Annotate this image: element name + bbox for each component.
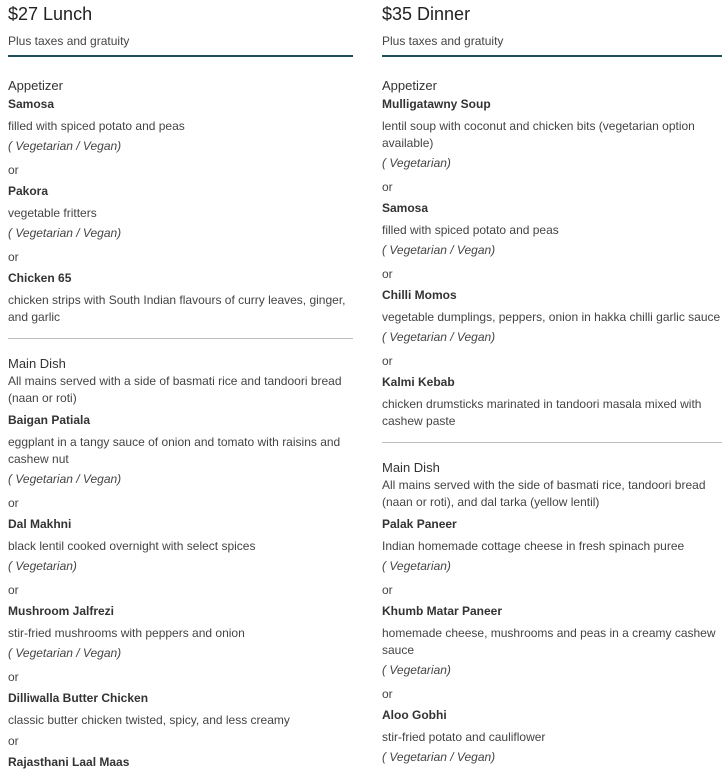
lunch-title: $27 Lunch (8, 4, 93, 24)
item-description: black lentil cooked overnight with select spices (8, 539, 256, 553)
section-title: Appetizer (382, 78, 437, 93)
item-diet-tag: ( Vegetarian) (8, 559, 77, 573)
item-description: homemade cheese, mushrooms and peas in a creamy cashew sauce (382, 626, 716, 657)
item-description: filled with spiced potato and peas (8, 119, 185, 133)
lunch-menu-column (8, 0, 353, 776)
or-separator: or (8, 734, 19, 748)
section-divider (382, 442, 722, 443)
menu-item (382, 708, 722, 765)
section-note: All mains served with the side of basmati rice, tandoori bread (naan or roti), and dal tarka (yellow lentil) (382, 478, 706, 509)
item-description: chicken strips with South Indian flavours of curry leaves, ginger, and garlic (8, 293, 346, 324)
dinner-header-rule (382, 55, 722, 57)
item-description: classic butter chicken twisted, spicy, and less creamy (8, 713, 290, 727)
item-diet-tag: ( Vegetarian / Vegan) (382, 243, 496, 257)
or-separator: or (8, 250, 19, 264)
menu-item (382, 97, 722, 171)
or-separator: or (382, 267, 393, 281)
item-diet-tag: ( Vegetarian / Vegan) (382, 330, 496, 344)
item-diet-tag: ( Vegetarian / Vegan) (8, 472, 122, 486)
menu-item (8, 691, 353, 729)
item-name: Baigan Patiala (8, 413, 91, 427)
dinner-title: $35 Dinner (382, 4, 471, 24)
menu-item (382, 604, 722, 678)
item-name: Aloo Gobhi (382, 708, 447, 722)
item-diet-tag: ( Vegetarian / Vegan) (8, 139, 122, 153)
menu-item (8, 604, 353, 661)
item-description: lentil soup with coconut and chicken bits (vegetarian option available) (382, 119, 695, 150)
dinner-appetizer-section (382, 77, 722, 430)
item-name: Khumb Matar Paneer (382, 604, 503, 618)
item-name: Pakora (8, 184, 49, 198)
or-separator: or (8, 163, 19, 177)
menu-item (8, 413, 353, 487)
item-name: Dilliwalla Butter Chicken (8, 691, 149, 705)
item-description: vegetable dumplings, peppers, onion in hakka chilli garlic sauce (382, 310, 721, 324)
section-title: Main Dish (382, 460, 440, 475)
item-description: Indian homemade cottage cheese in fresh spinach puree (382, 539, 685, 553)
or-separator: or (8, 583, 19, 597)
or-separator: or (8, 670, 19, 684)
menu-item (382, 201, 722, 258)
item-description: stir-fried mushrooms with peppers and onion (8, 626, 245, 640)
item-name: Kalmi Kebab (382, 375, 455, 389)
or-separator: or (8, 496, 19, 510)
item-description: filled with spiced potato and peas (382, 223, 559, 237)
section-divider (8, 338, 353, 339)
item-description: eggplant in a tangy sauce of onion and tomato with raisins and cashew nut (8, 435, 341, 466)
section-title: Main Dish (8, 356, 66, 371)
menu-item (8, 517, 353, 574)
menu-item (8, 184, 353, 241)
menu-item (382, 517, 722, 574)
item-diet-tag: ( Vegetarian) (382, 559, 451, 573)
item-description: vegetable fritters (8, 206, 97, 220)
item-description: stir-fried potato and cauliflower (382, 730, 546, 744)
item-diet-tag: ( Vegetarian / Vegan) (8, 226, 122, 240)
item-name: Dal Makhni (8, 517, 72, 531)
dinner-main-section (382, 459, 722, 765)
item-diet-tag: ( Vegetarian / Vegan) (8, 646, 122, 660)
dinner-subtitle: Plus taxes and gratuity (382, 34, 504, 48)
item-diet-tag: ( Vegetarian / Vegan) (382, 750, 496, 764)
item-name: Palak Paneer (382, 517, 457, 531)
item-name: Samosa (382, 201, 429, 215)
item-name: Chicken 65 (8, 271, 72, 285)
item-name: Mulligatawny Soup (382, 97, 491, 111)
or-separator: or (382, 583, 393, 597)
section-note: All mains served with a side of basmati rice and tandoori bread (naan or roti) (8, 374, 342, 405)
item-description: chicken drumsticks marinated in tandoori masala mixed with cashew paste (382, 397, 702, 428)
item-diet-tag: ( Vegetarian) (382, 663, 451, 677)
lunch-main-section (8, 355, 353, 770)
menu-item (8, 271, 353, 326)
item-name: Mushroom Jalfrezi (8, 604, 115, 618)
item-diet-tag: ( Vegetarian) (382, 156, 451, 170)
or-separator: or (382, 687, 393, 701)
menu-item (382, 288, 722, 345)
menu-item (382, 375, 722, 430)
item-name: Samosa (8, 97, 55, 111)
menu-item (8, 97, 353, 154)
lunch-subtitle: Plus taxes and gratuity (8, 34, 130, 48)
item-name: Chilli Momos (382, 288, 457, 302)
or-separator: or (382, 180, 393, 194)
or-separator: or (382, 354, 393, 368)
lunch-appetizer-section (8, 77, 353, 326)
lunch-header-rule (8, 55, 353, 57)
section-title: Appetizer (8, 78, 63, 93)
item-name: Rajasthani Laal Maas (8, 755, 130, 769)
dinner-menu-column (382, 0, 722, 765)
